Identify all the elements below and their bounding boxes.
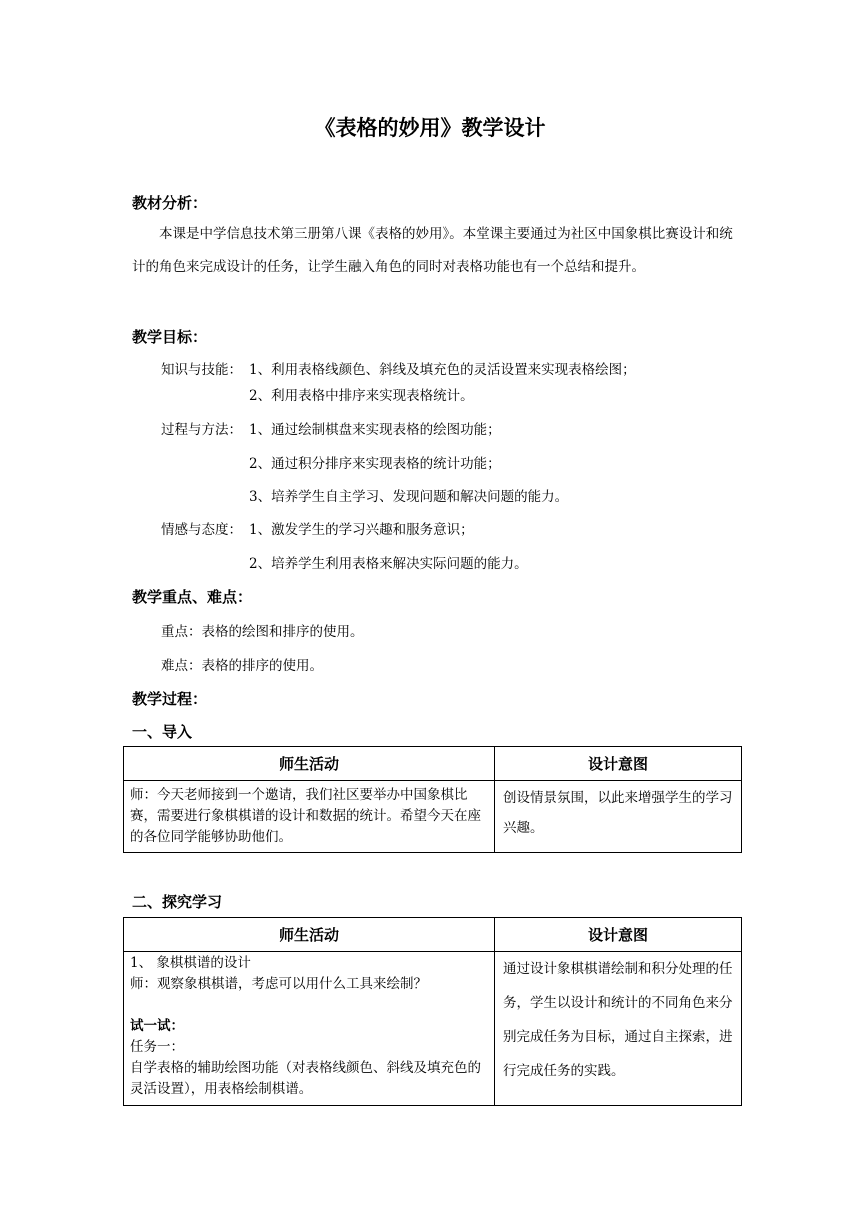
col-intent-header: 设计意图 — [495, 747, 742, 781]
explore-intent-cell: 通过设计象棋棋谱绘制和积分处理的任务，学生以设计和统计的不同角色来分别完成任务为目标，通过自主探索，进行完成任务的实践。 — [495, 952, 742, 1106]
intro-intent-cell: 创设情景氛围，以此来增强学生的学习兴趣。 — [495, 781, 742, 853]
section-explore-heading: 二、探究学习 — [132, 893, 223, 911]
activity-line-2: 师：观察象棋棋谱，考虑可以用什么工具来绘制？ — [130, 976, 427, 992]
try-label: 试一试： — [130, 1018, 184, 1034]
col-activity-header: 师生活动 — [124, 918, 495, 952]
table-row — [124, 781, 742, 853]
activity-line-1: 1、 象棋棋谱的设计 — [130, 955, 251, 971]
intro-table — [123, 746, 742, 853]
page-title: 《表格的妙用》教学设计 — [314, 115, 546, 140]
goals-heading: 教学目标： — [132, 328, 208, 346]
process-item-3: 3、培养学生自主学习、发现问题和解决问题的能力。 — [249, 489, 569, 505]
task-label: 任务一： — [130, 1039, 184, 1055]
knowledge-label: 知识与技能： — [161, 362, 242, 378]
knowledge-item-2: 2、利用表格中排序来实现表格统计。 — [249, 388, 474, 404]
process-label: 过程与方法： — [161, 422, 242, 438]
keypoint-text: 重点：表格的绘图和排序的使用。 — [161, 624, 364, 640]
process-heading: 教学过程： — [132, 690, 208, 708]
col-activity-header: 师生活动 — [124, 747, 495, 781]
section-intro-heading: 一、导入 — [132, 723, 193, 741]
blank-line — [130, 995, 488, 1016]
process-item-2: 2、通过积分排序来实现表格的统计功能； — [249, 456, 501, 472]
intro-activity-cell: 师：今天老师接到一个邀请，我们社区要举办中国象棋比赛，需要进行象棋棋谱的设计和数据的统计。希望今天在座的各位同学能够协助他们。 — [124, 781, 495, 853]
analysis-heading: 教材分析： — [132, 194, 208, 212]
task-text: 自学表格的辅助绘图功能（对表格线颜色、斜线及填充色的灵活设置），用表格绘制棋谱。 — [130, 1060, 481, 1097]
analysis-text: 本课是中学信息技术第三册第八课《表格的妙用》。本堂课主要通过为社区中国象棋比赛设计和统计的角色来完成设计的任务，让学生融入角色的同时对表格功能也有一个总结和提升。 — [132, 226, 733, 275]
explore-table — [123, 917, 742, 1106]
keypoints-heading: 教学重点、难点： — [132, 588, 253, 606]
explore-activity-cell — [124, 952, 495, 1106]
table-row — [124, 952, 742, 1106]
table-header-row — [124, 918, 742, 952]
table-header-row — [124, 747, 742, 781]
difficulty-text: 难点：表格的排序的使用。 — [161, 658, 323, 674]
emotion-item-1: 1、激发学生的学习兴趣和服务意识； — [249, 522, 474, 538]
knowledge-item-1: 1、利用表格线颜色、斜线及填充色的灵活设置来实现表格绘图； — [249, 362, 636, 378]
col-intent-header: 设计意图 — [495, 918, 742, 952]
emotion-item-2: 2、培养学生利用表格来解决实际问题的能力。 — [249, 556, 528, 572]
emotion-label: 情感与态度： — [161, 522, 242, 538]
process-item-1: 1、通过绘制棋盘来实现表格的绘图功能； — [249, 422, 501, 438]
